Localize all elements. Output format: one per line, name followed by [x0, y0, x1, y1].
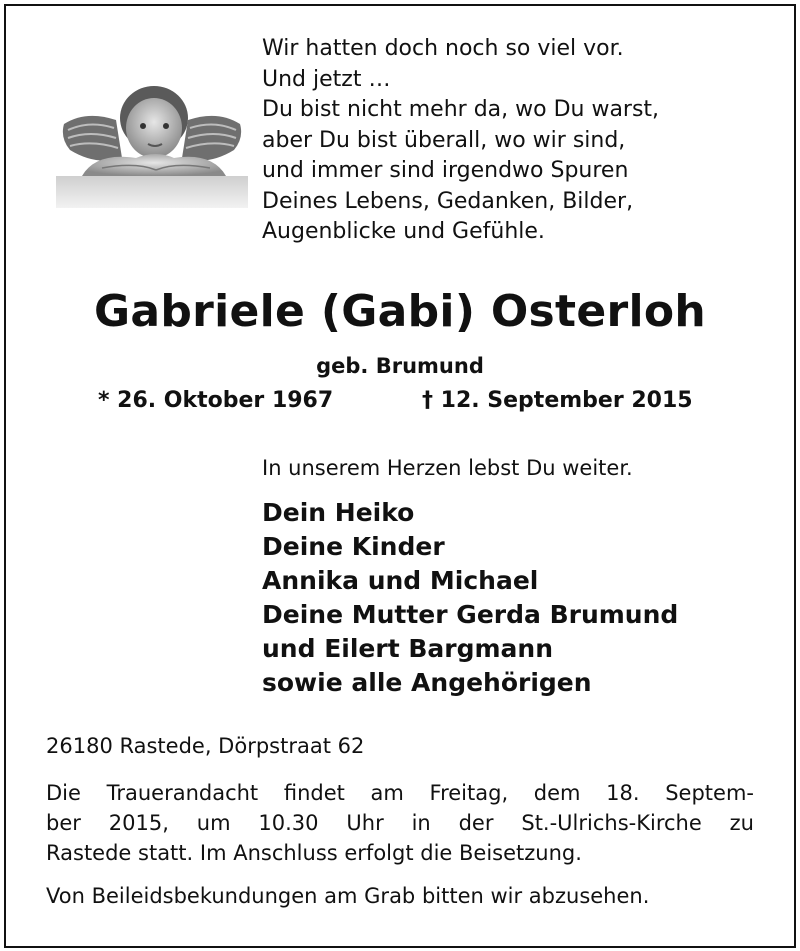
poem-line: Und jetzt … [262, 66, 391, 92]
service-line: ber 2015, um 10.30 Uhr in der St.-Ulrichs-Kirche zu [46, 811, 754, 835]
poem-line: und immer sind irgendwo Spuren [262, 158, 629, 183]
poem-line: Augenblicke und Gefühle. [262, 219, 545, 244]
birth-name: geb. Brumund [316, 354, 484, 378]
service-line: Die Trauerandacht findet am Freitag, dem 18. Septem- [46, 781, 754, 805]
poem [262, 34, 782, 248]
birth-date: * 26. Oktober 1967 [98, 388, 334, 413]
deceased-name: Gabriele (Gabi) Osterloh [93, 286, 707, 337]
mourners-list [262, 496, 678, 700]
death-date: † 12. September 2015 [422, 388, 693, 413]
service-text [46, 778, 754, 868]
mourner: Deine Kinder [262, 532, 445, 561]
mourner: und Eilert Bargmann [262, 634, 554, 663]
heart-line: In unserem Herzen lebst Du weiter. [262, 456, 633, 480]
cherub-angel-image [56, 80, 248, 208]
poem-line: Du bist nicht mehr da, wo Du warst, [262, 97, 660, 122]
poem-line: Wir hatten doch noch so viel vor. [262, 36, 624, 61]
address: 26180 Rastede, Dörpstraat 62 [46, 734, 365, 758]
mourner: Annika und Michael [262, 566, 539, 595]
poem-line: aber Du bist überall, wo wir sind, [262, 127, 626, 153]
condolences-note: Von Beileidsbekundungen am Grab bitten wir abzusehen. [46, 884, 650, 908]
mourner: Dein Heiko [262, 498, 415, 527]
poem-line: Deines Lebens, Gedanken, Bilder, [262, 188, 634, 214]
mourner: Deine Mutter Gerda Brumund [262, 600, 679, 629]
service-line: Rastede statt. Im Anschluss erfolgt die Beisetzung. [46, 841, 582, 865]
mourner: sowie alle Angehörigen [262, 668, 592, 697]
